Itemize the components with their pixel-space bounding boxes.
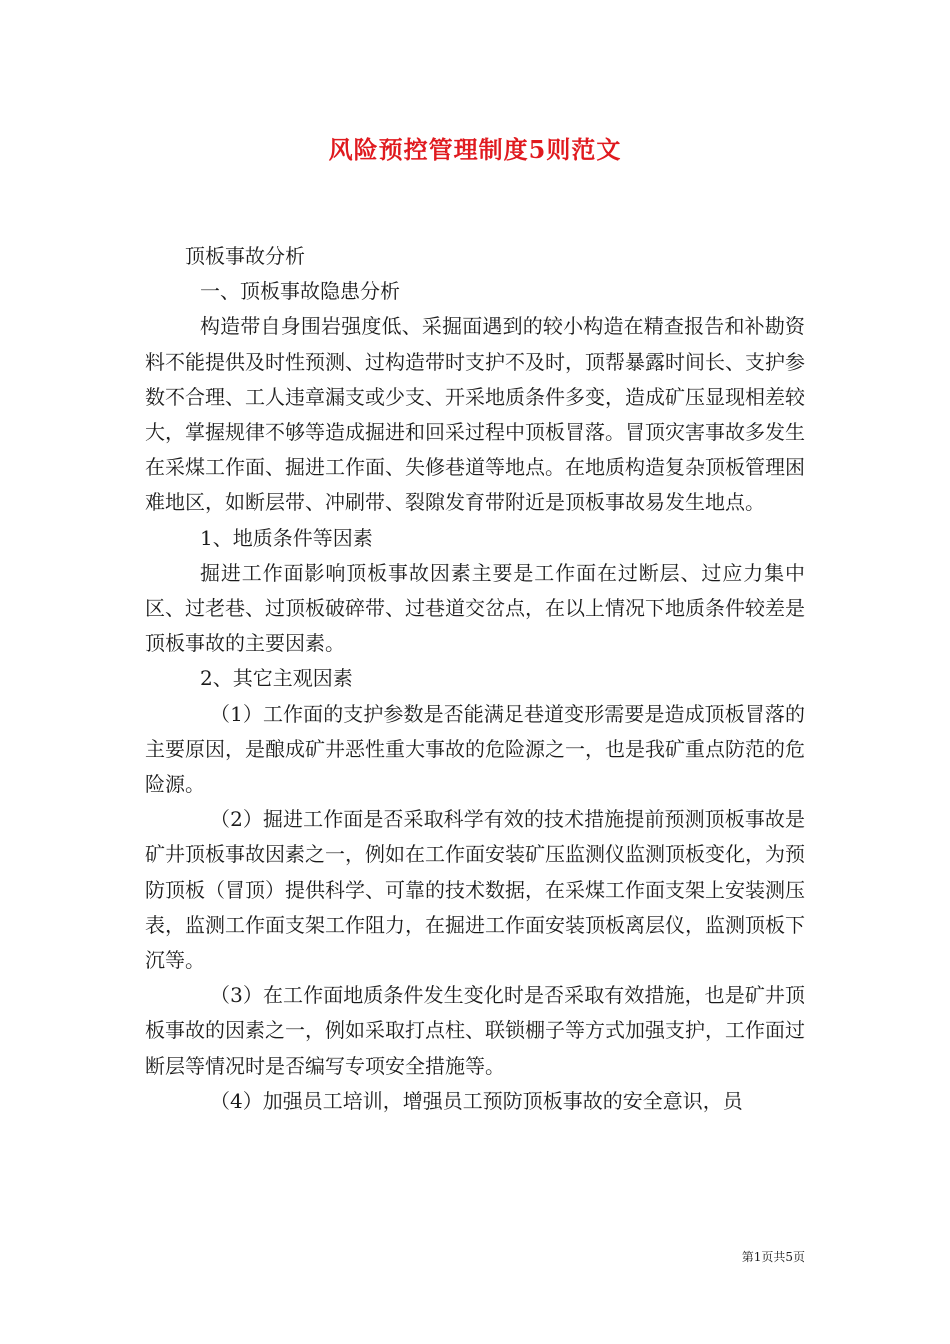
page-number: 第1页共5页 [741,1250,805,1264]
body-paragraph: （1）工作面的支护参数是否能满足巷道变形需要是造成顶板冒落的主要原因，是酿成矿井恶性重大事故的危险源之一，也是我矿重点防范的危险源。 [145,701,805,797]
body-paragraph: （2）掘进工作面是否采取科学有效的技术措施提前预测顶板事故是矿井顶板事故因素之一，例如在工作面安装矿压监测仪监测顶板变化，为预防顶板（冒顶）提供科学、可靠的技术数据，在采煤工作面支架上安装测压表，监测工作面支架工作阻力，在掘进工作面安装顶板离层仪，监测顶板下沉等。 [145,807,805,973]
document-title: 风险预控管理制度5则范文 [328,135,622,164]
subsection-heading: 2、其它主观因素 [200,666,353,691]
body-paragraph: （4）加强员工培训，增强员工预防顶板事故的安全意识，员 [210,1088,743,1113]
body-paragraph: （3）在工作面地质条件发生变化时是否采取有效措施，也是矿井顶板事故的因素之一，例如采取打点柱、联锁棚子等方式加强支护，工作面过断层等情况时是否编写专项安全措施等。 [145,983,805,1078]
body-paragraph: 掘进工作面影响顶板事故因素主要是工作面在过断层、过应力集中区、过老巷、过顶板破碎带、过巷道交岔点，在以上情况下地质条件较差是顶板事故的主要因素。 [145,560,805,656]
subsection-heading: 1、地质条件等因素 [200,525,373,550]
subsection-heading: 一、顶板事故隐患分析 [200,279,400,304]
body-paragraph: 构造带自身围岩强度低、采掘面遇到的较小构造在精查报告和补勘资料不能提供及时性预测、过构造带时支护不及时，顶帮暴露时间长、支护参数不合理、工人违章漏支或少支、开采地质条件多变，造成矿压显现相差较大，掌握规律不够等造成掘进和回采过程中顶板冒落。冒顶灾害事故多发生在采煤工作面、掘进工作面、失修巷道等地点。在地质构造复杂顶板管理困难地区，如断层带、冲刷带、裂隙发育带附近是顶板事故易发生地点。 [145,314,805,515]
section-heading: 顶板事故分析 [185,244,305,268]
document-body [145,239,805,1119]
